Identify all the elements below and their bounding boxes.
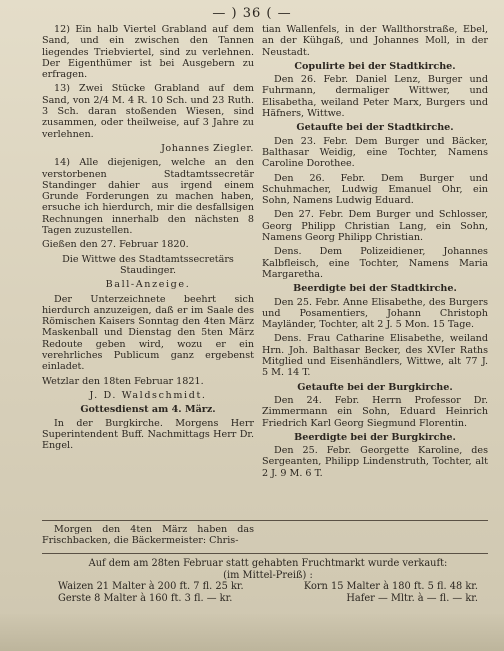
getaufte-burg-heading: Getaufte bei der Burgkirche. (297, 381, 453, 393)
beerdigte-burg-entry: Den 25. Febr. Georgette Karoline, des Sergeanten, Philipp Lindenstruth, Tochter, alt 2 J. 9 M. 6 T. (262, 445, 488, 479)
market-row-1 (58, 581, 478, 593)
market-hafer: Hafer — Mltr. à — fl. — kr. (346, 592, 478, 604)
getaufte-entry-3: Den 27. Febr. Dem Burger und Schlosser, Georg Philipp Christian Lang, ein Sohn, Namens Georg Philipp Christian. (262, 209, 488, 244)
page-bottom-margin (0, 614, 504, 651)
market-gerste: Gerste 8 Malter à 160 ft. 3 fl. — kr. (58, 592, 233, 604)
getaufte-burg-entry: Den 24. Febr. Herrn Professor Dr. Zimmermann ein Sohn, Eduard Heinrich Friedrich Karl Georg Siegmund Florentin. (262, 394, 488, 429)
beerdigte-stadt-heading: Beerdigte bei der Stadtkirche. (293, 283, 457, 295)
market-title: Auf dem am 28ten Februar statt gehabten Fruchtmarkt wurde verkauft: (88, 558, 448, 569)
market-waizen: Waizen 21 Malter à 200 ft. 7 fl. 25 kr. (58, 581, 244, 593)
ball-signature: J. D. Waldschmidt. (89, 389, 207, 401)
market-row-2 (58, 593, 478, 605)
notice-13: 13) Zwei Stücke Grabland auf dem Sand, von 2/4 M. 4 R. 10 Sch. und 23 Ruth. 3 Sch. daran stoßenden Wiesen, sind zusammen, oder theilweise, auf 3 Jahre zu verlehnen. (42, 83, 254, 140)
market-subtitle: (im Mittel-Preiß) : (223, 569, 313, 581)
notice-13-signature: Johannes Ziegler. (161, 142, 254, 154)
copulirte-heading: Copulirte bei der Stadtkirche. (294, 60, 456, 72)
copulirte-entry: Den 26. Febr. Daniel Lenz, Burger und Fuhrmann, dermaliger Wittwer, und Elisabetha, weiland Peter Marx, Burgers und Häfners, Wittwe. (262, 74, 488, 120)
gottesdienst-text: In der Burgkirche. Morgens Herr Superintendent Buff. Nachmittags Herr Dr. Engel. (42, 417, 254, 452)
ball-heading: Ball-Anzeige. (105, 279, 191, 291)
notice-12: 12) Ein halb Viertel Grabland auf dem Sand, und ein zwischen den Tannen liegendes Triebviertel, sind zu verlehnen. Der Eigenthümer ist bei Ausgebern zu erfragen. (42, 24, 254, 81)
page-number: — ) 36 ( — (212, 6, 292, 21)
left-column (42, 24, 254, 454)
gottesdienst-heading: Gottesdienst am 4. März. (80, 404, 216, 416)
ball-notice: Der Unterzeichnete beehrt sich hierdurch anzuzeigen, daß er im Saale des Römischen Kaisers Sonntag den 4ten März Maskenball und Dienstag den 5ten März Redoute geben wird, wozu er ein verehrliches Publicum ganz ergebenst einladet. (42, 293, 254, 373)
notice-14: 14) Alle diejenigen, welche an den verstorbenen Stadtamtssecretär Standinger dahier aus irgend einem Grunde Forderungen zu machen haben, ersuche ich hierdurch, mir die desfallsigen Rechnungen innerhalb den nächsten 8 Tagen zuzustellen. (42, 157, 254, 237)
notice-14-signature: Die Wittwe des Stadtamtssecretärs Staudinger. (62, 253, 234, 276)
beerdigte-entry-1: Den 25. Febr. Anne Elisabethe, des Burgers und Posamentiers, Johann Christoph Mayländer, Tochter, alt 2 J. 5 Mon. 15 Tage. (262, 296, 488, 331)
market-korn: Korn 15 Malter à 180 ft. 5 fl. 48 kr. (303, 581, 478, 593)
fruchtmarkt-report (58, 558, 478, 604)
right-column (262, 24, 488, 482)
getaufte-stadt-heading: Getaufte bei der Stadtkirche. (296, 122, 454, 134)
baecker-continuation: tian Wallenfels, in der Wallthorstraße, Ebel, an der Kühgaß, und Johannes Moll, in der Neustadt. (262, 24, 488, 58)
beerdigte-burg-heading: Beerdigte bei der Burgkirche. (294, 431, 456, 443)
baecker-notice: Morgen den 4ten März haben das Frischbacken, die Bäckermeister: Chris- (42, 524, 254, 547)
section-divider-bottom (42, 553, 488, 554)
getaufte-entry-1: Den 23. Febr. Dem Burger und Bäcker, Balthasar Weidig, eine Tochter, Namens Caroline Dorothee. (262, 135, 488, 170)
ball-date: Wetzlar den 18ten Februar 1821. (42, 375, 204, 387)
baecker-block (42, 524, 254, 550)
section-divider-top (42, 520, 488, 521)
getaufte-entry-2: Den 26. Febr. Dem Burger und Schuhmacher, Ludwig Emanuel Ohr, ein Sohn, Namens Ludwig Eduard. (262, 172, 488, 207)
getaufte-entry-4: Dens. Dem Polizeidiener, Johannes Kalbfleisch, eine Tochter, Namens Maria Margaretha. (262, 246, 488, 280)
notice-14-date: Gießen den 27. Februar 1820. (42, 239, 189, 251)
beerdigte-entry-2: Dens. Frau Catharine Elisabethe, weiland Hrn. Joh. Balthasar Becker, des XVIer Raths Mitglied und Eisenhändlers, Wittwe, alt 77 J. 5 M. 14 T. (262, 333, 488, 379)
